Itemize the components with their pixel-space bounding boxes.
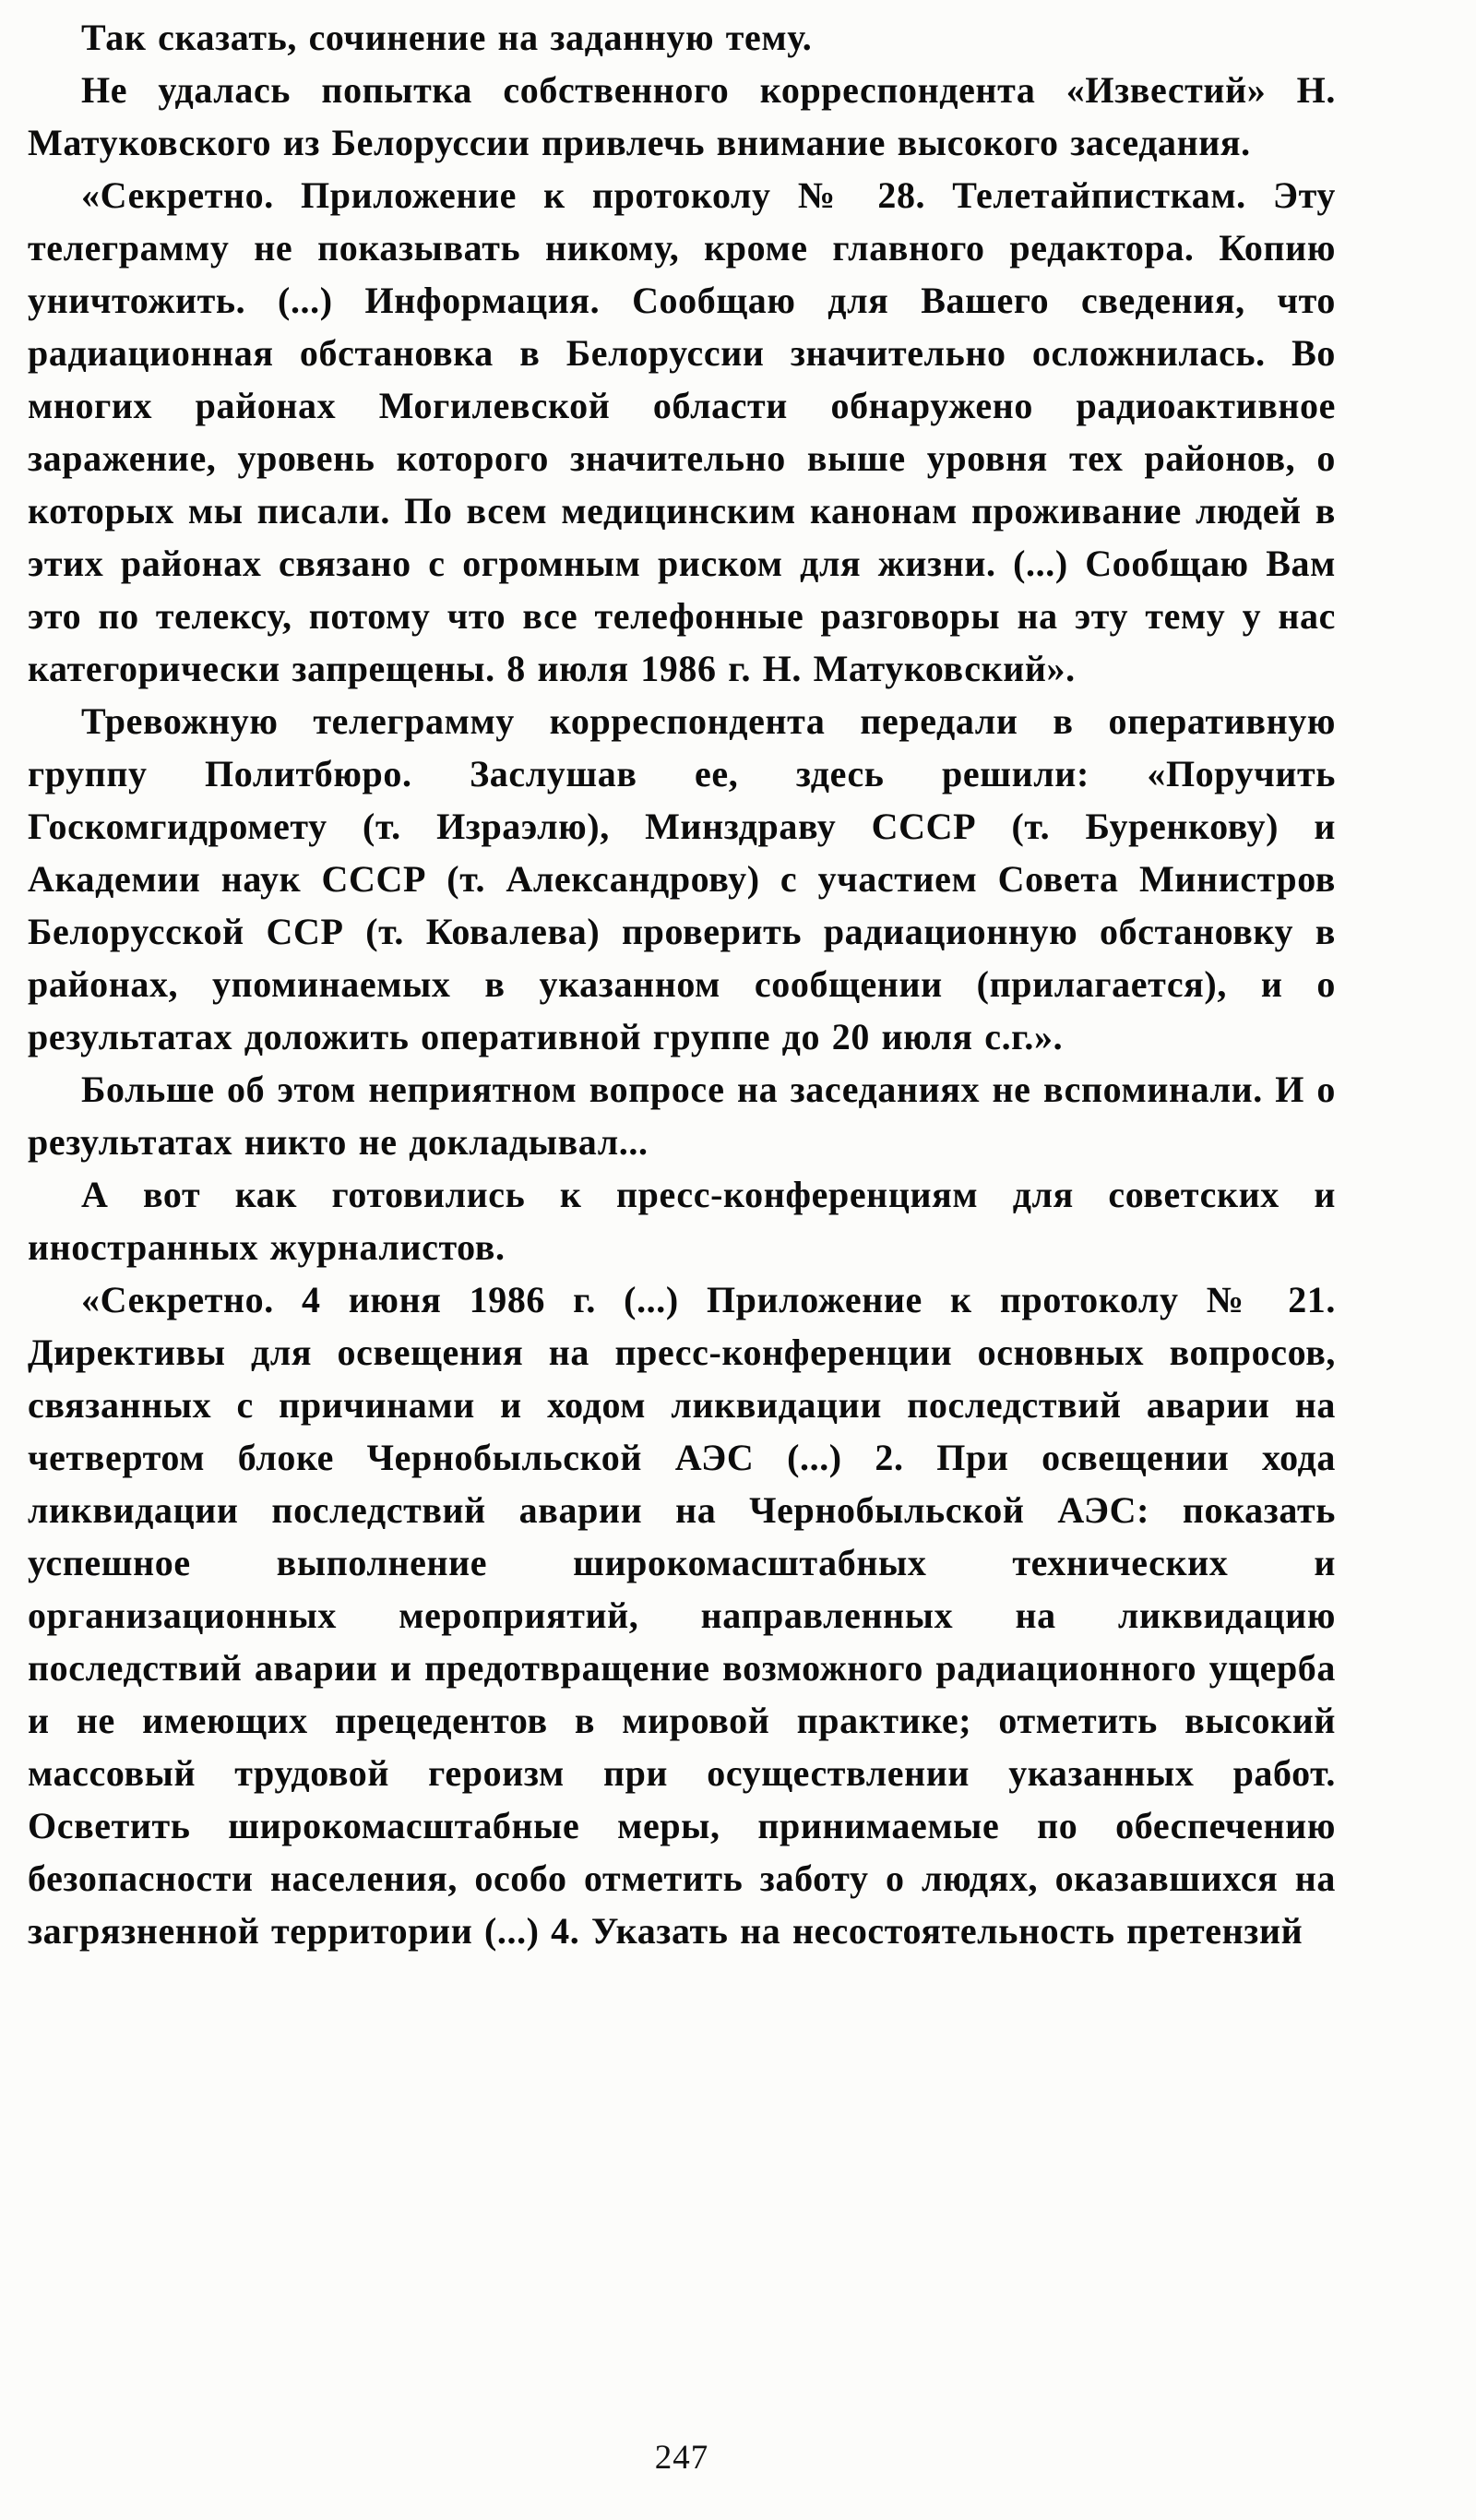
paragraph: Так сказать, сочинение на заданную тему. — [81, 17, 813, 58]
page-number: 247 — [654, 2439, 709, 2477]
paragraph: Больше об этом неприятном вопросе на заседаниях не вспоминали. И о результатах никто не докладывал... — [28, 1069, 1336, 1163]
paragraph: Тревожную телеграмму корреспондента передали в оперативную группу Политбюро. Заслушав ее, здесь решили: «Поручить Госкомгидромету (т. Израэлю), Минздраву СССР (т. Буренкову) и Академии наук СССР (т. Александрову) с участием Совета Министров Белорусской ССР (т. Ковалева) проверить радиационную обстановку в районах, упоминаемых в указанном сообщении (прилагается), и о результатах доложить оперативной группе до 20 июля с.г.». — [28, 700, 1336, 1057]
body-text — [28, 11, 1336, 1957]
paragraph: «Секретно. 4 июня 1986 г. (...) Приложение к протоколу № 21. Директивы для освещения на пресс-конференции основных вопросов, связанных с причинами и ходом ликвидации последствий аварии на четвертом блоке Чернобыльской АЭС (...) 2. При освещении хода ликвидации последствий аварии на Чернобыльской АЭС: показать успешное выполнение широкомасштабных технических и организационных мероприятий, направленных на ликвидацию последствий аварии и предотвращение возможного радиационного ущерба и не имеющих прецедентов в мировой практике; отметить высокий массовый трудовой героизм при осуществлении указанных работ. Осветить широкомасштабные меры, принимаемые по обеспечению безопасности населения, особо отметить заботу о людях, оказавшихся на загрязненной территории (...) 4. Указать на несостоятельность претензий — [28, 1279, 1336, 1952]
paragraph: Не удалась попытка собственного корреспондента «Известий» Н. Матуковского из Белоруссии привлечь внимание высокого заседания. — [28, 69, 1336, 163]
paragraph: А вот как готовились к пресс-конференциям для советских и иностранных журналистов. — [28, 1174, 1336, 1268]
paragraph: «Секретно. Приложение к протоколу № 28. Телетайписткам. Эту телеграмму не показывать никому, кроме главного редактора. Копию уничтожить. (...) Информация. Сообщаю для Вашего сведения, что радиационная обстановка в Белоруссии значительно осложнилась. Во многих районах Могилевской области обнаружено радиоактивное заражение, уровень которого значительно выше уровня тех районов, о которых мы писали. По всем медицинским канонам проживание людей в этих районах связано с огромным риском для жизни. (...) Сообщаю Вам это по телексу, потому что все телефонные разговоры на эту тему у нас категорически запрещены. 8 июля 1986 г. Н. Матуковский». — [28, 174, 1336, 689]
